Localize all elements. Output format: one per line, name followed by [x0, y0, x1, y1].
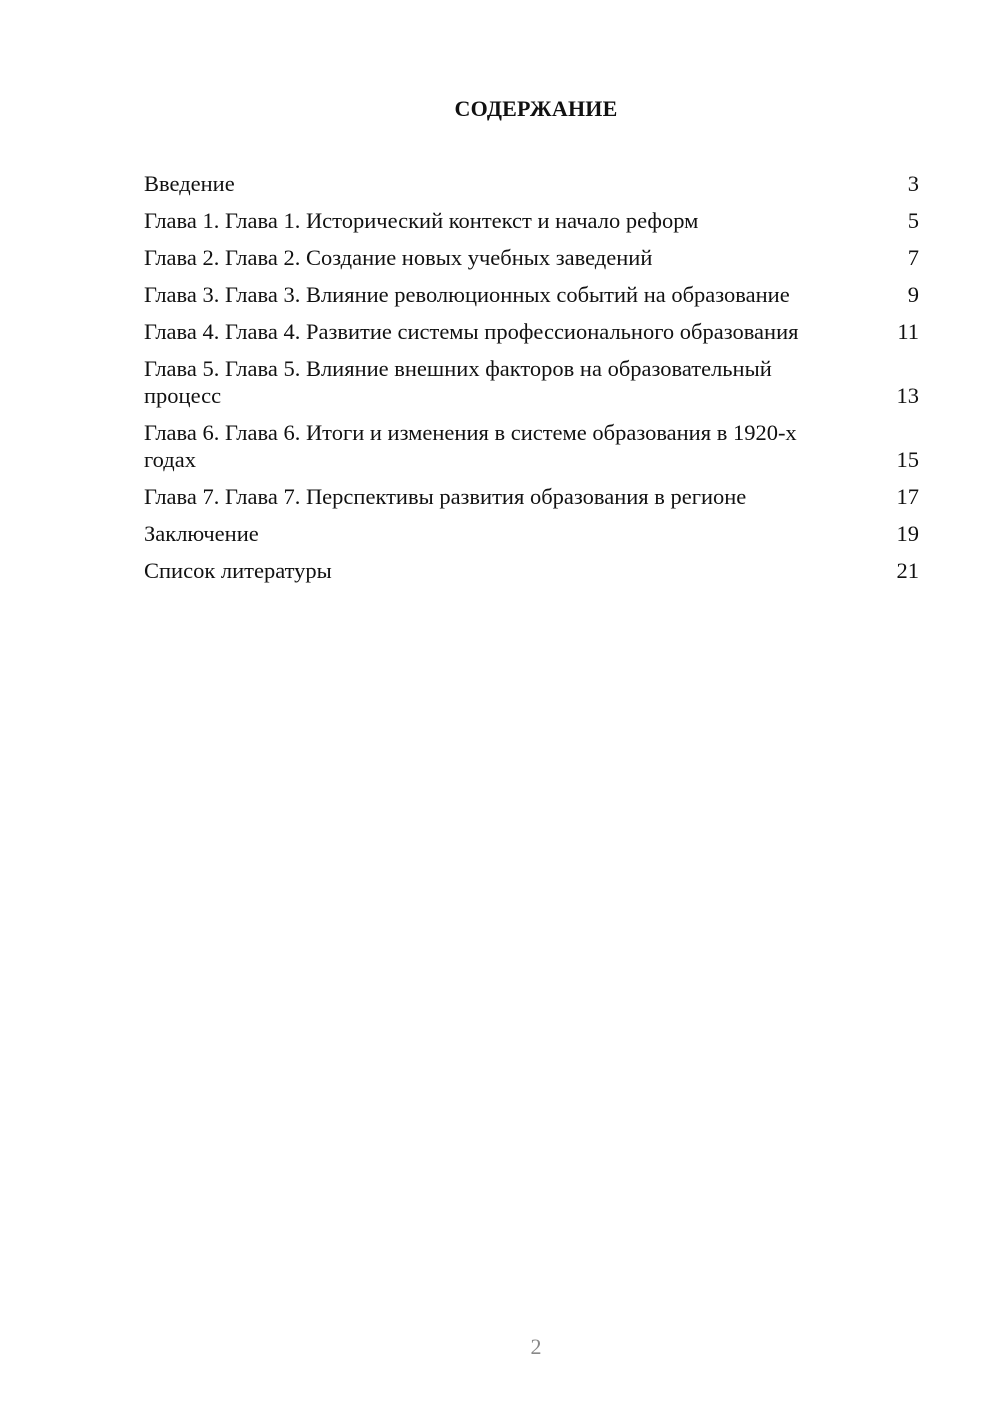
- toc-entry-chapter-7: [144, 483, 919, 510]
- toc-entry-introduction: [144, 170, 919, 197]
- toc-title: СОДЕРЖАНИЕ: [454, 96, 618, 121]
- toc-entry-text: Глава 3. Глава 3. Влияние революционных событий на образование: [144, 282, 790, 307]
- toc-entry-page: 9: [907, 282, 919, 307]
- toc-entry-text: Глава 1. Глава 1. Исторический контекст и начало реформ: [144, 208, 699, 233]
- toc-list: [144, 170, 919, 594]
- toc-entry-page: 3: [907, 171, 919, 196]
- toc-entry-page: 5: [907, 208, 919, 233]
- toc-entry-chapter-4: [144, 318, 919, 345]
- toc-entry-text: Введение: [144, 171, 235, 196]
- toc-entry-chapter-5: [144, 355, 919, 409]
- toc-entry-conclusion: [144, 520, 919, 547]
- toc-entry-text: Список литературы: [144, 558, 332, 583]
- toc-entry-page: 15: [896, 447, 919, 472]
- toc-entry-page: 21: [896, 558, 919, 583]
- toc-entry-text: Глава 5. Глава 5. Влияние внешних факторов на образовательный процесс: [144, 356, 772, 408]
- toc-entry-page: 13: [896, 383, 919, 408]
- toc-entry-text: Глава 7. Глава 7. Перспективы развития образования в регионе: [144, 484, 747, 509]
- toc-entry-text: Глава 2. Глава 2. Создание новых учебных заведений: [144, 245, 653, 270]
- toc-entry-chapter-3: [144, 281, 919, 308]
- toc-entry-text: Глава 6. Глава 6. Итоги и изменения в системе образования в 1920-х годах: [144, 420, 797, 472]
- toc-entry-text: Заключение: [144, 521, 259, 546]
- toc-entry-references: [144, 557, 919, 584]
- toc-entry-page: 17: [896, 484, 919, 509]
- toc-entry-text: Глава 4. Глава 4. Развитие системы профессионального образования: [144, 319, 799, 344]
- toc-entry-chapter-6: [144, 419, 919, 473]
- toc-entry-page: 19: [896, 521, 919, 546]
- toc-entry-chapter-2: [144, 244, 919, 271]
- toc-entry-page: 7: [907, 245, 919, 270]
- toc-entry-page: 11: [897, 319, 919, 344]
- page-number: 2: [530, 1334, 542, 1359]
- toc-entry-chapter-1: [144, 207, 919, 234]
